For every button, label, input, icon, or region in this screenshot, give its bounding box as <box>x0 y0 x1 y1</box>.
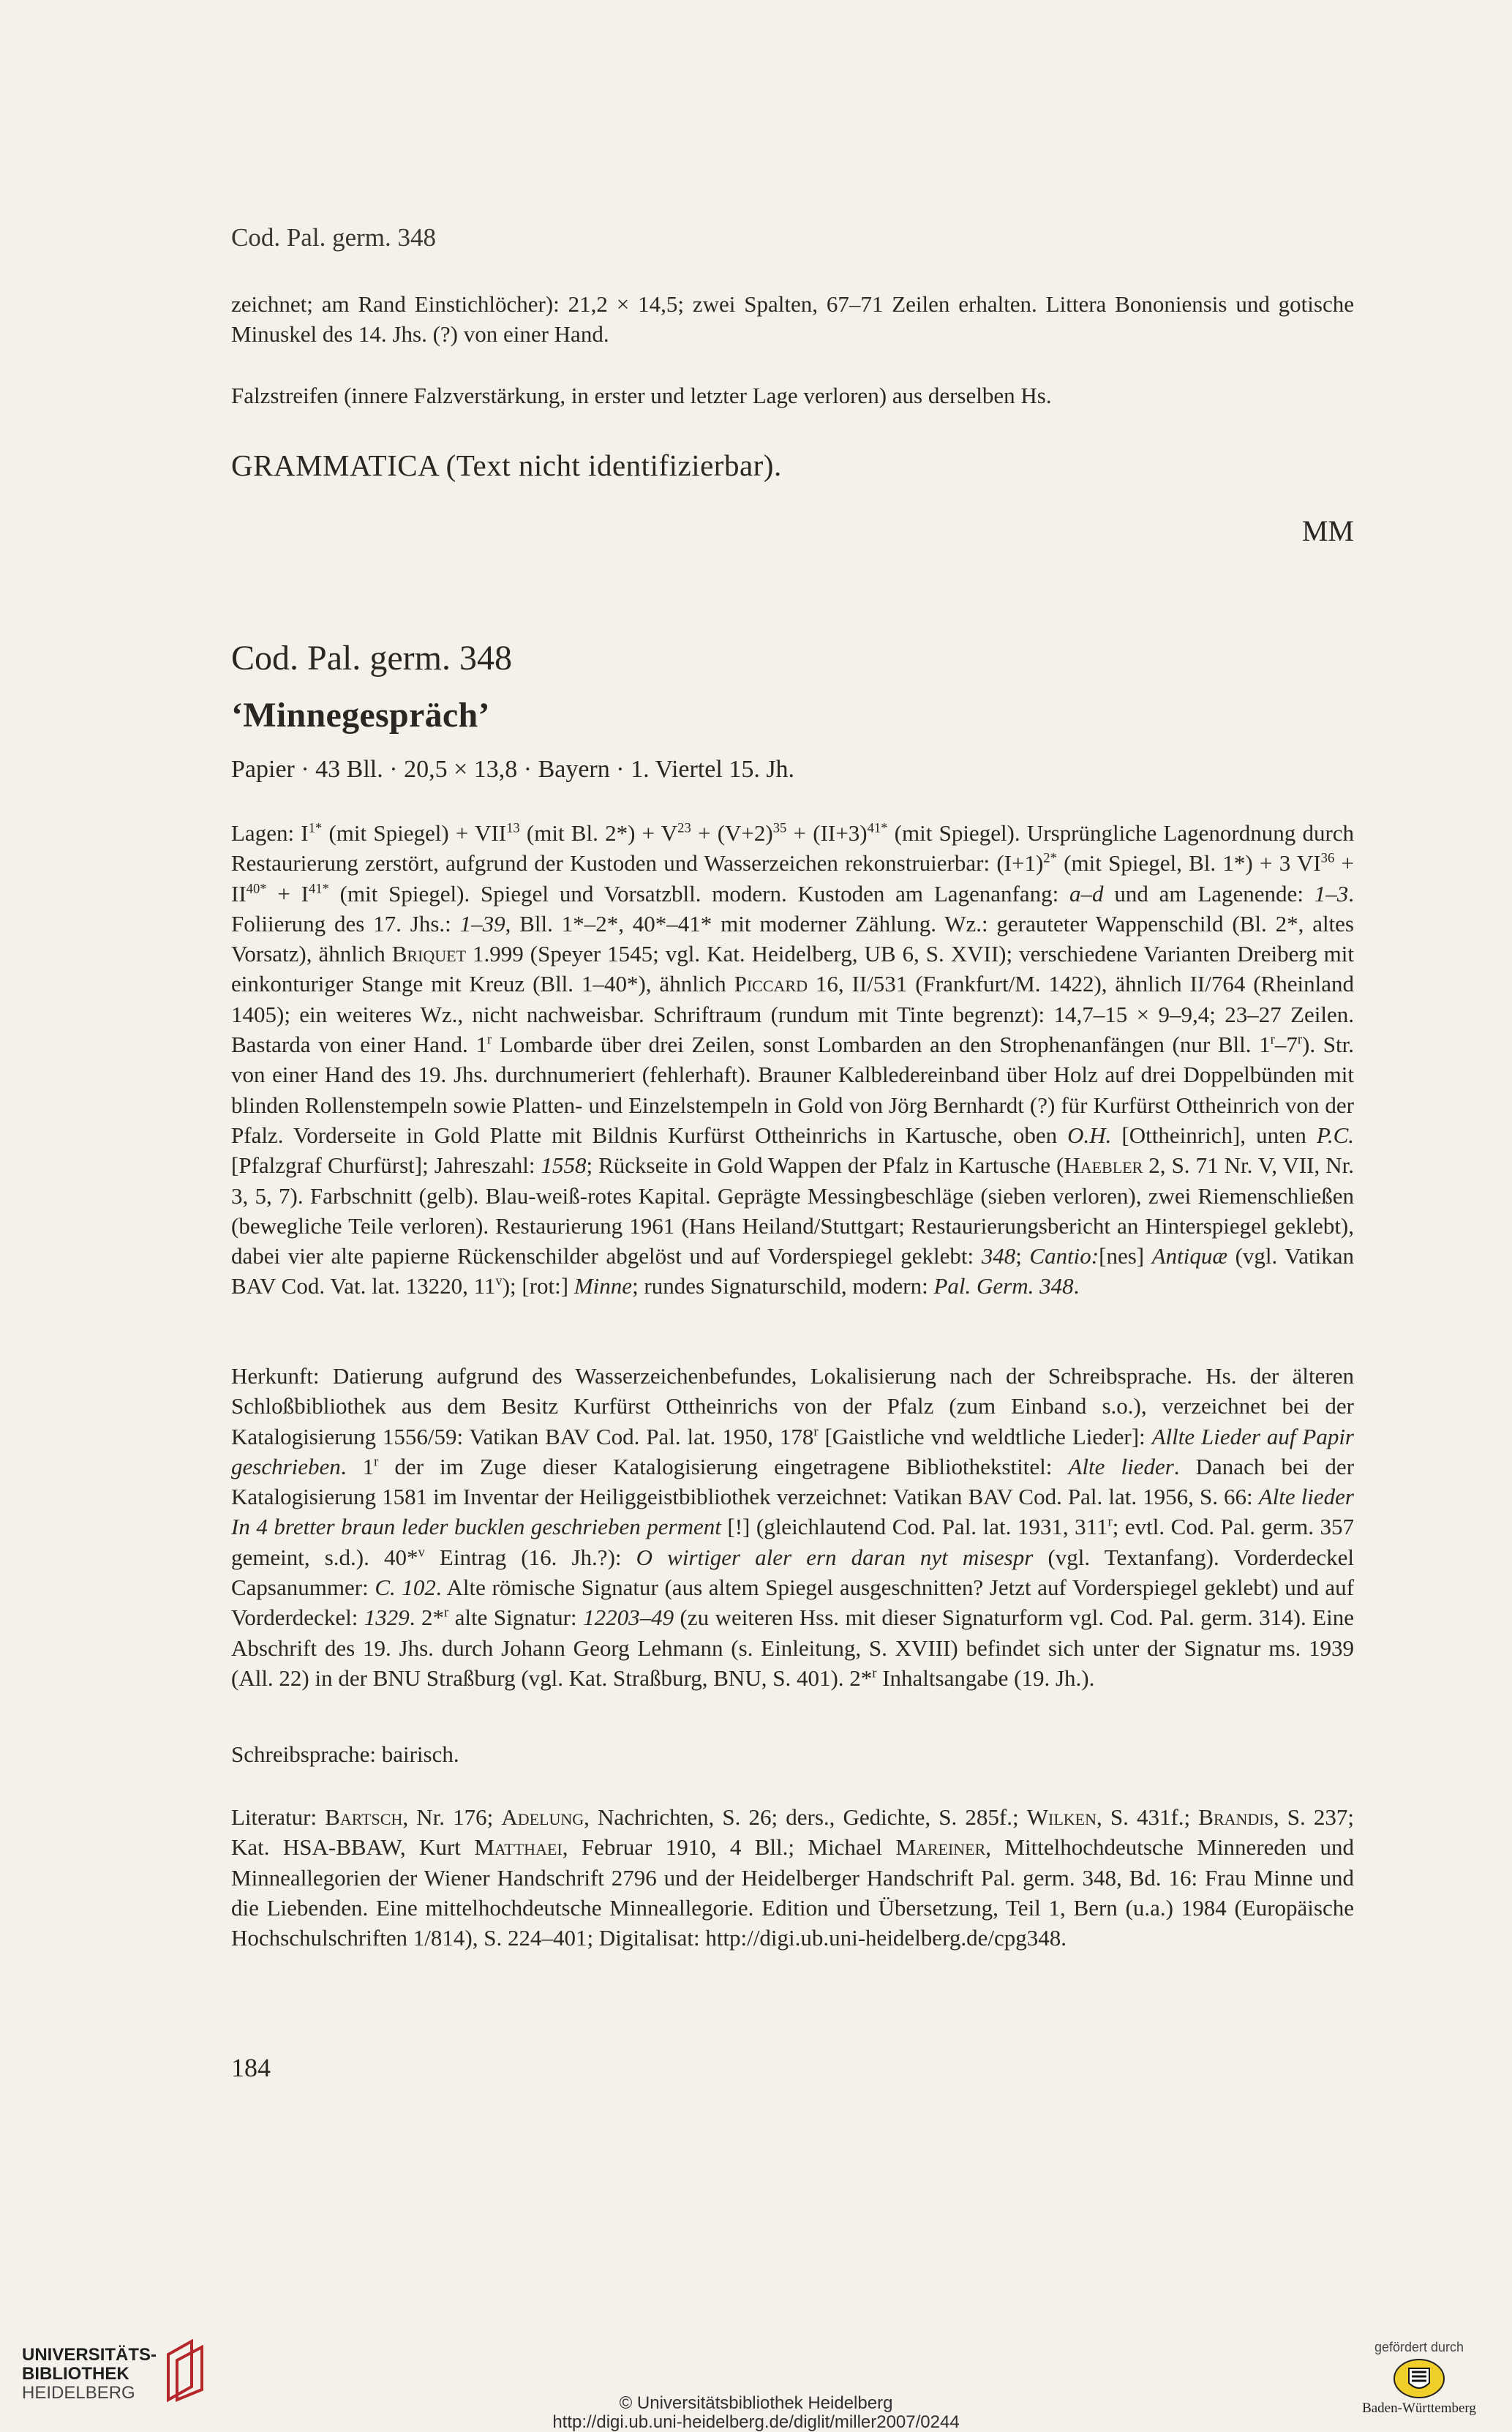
copyright-text: © Universitätsbibliothek Heidelberg <box>619 2393 893 2413</box>
footer <box>0 2297 1512 2432</box>
library-logo-icon <box>162 2338 208 2403</box>
funding-block <box>1357 2340 1481 2417</box>
funded-by-label: gefördert durch <box>1374 2340 1464 2354</box>
section-heading-grammatica: GRAMMATICA (Text nicht identifizierbar). <box>231 449 782 482</box>
lagen-section <box>231 818 1354 1302</box>
herkunft-section <box>231 1361 1354 1693</box>
prev-entry-text-2 <box>231 380 1354 410</box>
library-line-1: UNIVERSITÄTS- <box>22 2345 157 2365</box>
author-initials: MM <box>1301 514 1354 547</box>
schreibsprache-section <box>231 1739 1354 1769</box>
literatur-section <box>231 1802 1354 1953</box>
prev-entry-para-2: Falzstreifen (innere Falzverstärkung, in erster und letzter Lage verloren) aus derselben Hs. <box>231 383 1052 408</box>
prev-entry-text <box>231 289 1354 350</box>
literatur-paragraph: Literatur: Bartsch, Nr. 176; Adelung, Nachrichten, S. 26; ders., Gedichte, S. 285f.; Wilken, S. 431f.; Brandis, S. 237; Kat. HSA-BBAW, Kurt Matthaei, Februar 1910, 4 Bll.; Michael Mareiner, Mittelhochdeutsche Minnereden und Minneallegorien der Wiener Handschrift 2796 und der Heidelberger Handschrift Pal. germ. 348, Bd. 16: Frau Minne und die Liebenden. Eine mittelhochdeutsche Minneallegorie. Edition und Übersetzung, Teil 1, Bern (u.a.) 1984 (Europäische Hochschulschriften 1/814), S. 224–401; Digitalisat: http://digi.ub.uni-heidelberg.de/cpg348. <box>231 1804 1354 1951</box>
herkunft-paragraph: Herkunft: Datierung aufgrund des Wasserzeichenbefundes, Lokalisierung nach der Schreibsprache. Hs. der älteren Schloßbibliothek aus dem Besitz Kurfürst Ottheinrichs von der Pfalz (zum Einband s.o.), verzeichnet bei der Katalogisierung 1556/59: Vatikan BAV Cod. Pal. lat. 1950, 178$^r$ [Gaistliche vnd weldtliche Lieder]: Allte Lieder auf Papir geschrieben. 1$^r$ der im Zuge dieser Katalogisierung eingetragene Bibliothekstitel: Alte lieder. Danach bei der Katalogisierung 1581 im Inventar der Heiliggeistbibliothek verzeichnet: Vatikan BAV Cod. Pal. lat. 1956, S. 66: Alte lieder In 4 bretter braun leder bucklen geschrieben perment [!] (gleichlautend Cod. Pal. lat. 1931, 311$^r$; evtl. Cod. Pal. germ. 357 gemeint, s.d.). 40*$^v$ Eintrag (16. Jh.?): O wirtiger aler ern daran nyt misespr (vgl. Textanfang). Vorderdeckel Capsanummer: C. 102. Alte römische Signatur (aus altem Spiegel ausgeschnitten? Jetzt auf Vorderspiegel geklebt) und auf Vorderdeckel: 1329. 2*$^r$ alte Signatur: 12203–49 (zu weiteren Hss. mit dieser Signaturform vgl. Cod. Pal. germ. 314). Eine Abschrift des 19. Jhs. durch Johann Georg Lehmann (s. Einleitung, S. XVIII) befindet sich unter der Signatur ms. 1939 (All. 22) in der BNU Straßburg (vgl. Kat. Straßburg, BNU, S. 401). 2*$^r$ Inhaltsangabe (19. Jh.). <box>231 1363 1355 1691</box>
entry-title: ‘Minnegespräch’ <box>231 696 490 735</box>
footer-credits <box>0 2394 1512 2432</box>
permalink[interactable]: http://digi.ub.uni-heidelberg.de/diglit/miller2007/0244 <box>552 2412 960 2432</box>
entry-summary: Papier · 43 Bll. · 20,5 × 13,8 · Bayern · 1. Viertel 15. Jh. <box>231 756 795 783</box>
lagen-paragraph: Lagen: $I^{1*}$ (mit Spiegel) + $VII^{13}$ (mit Bl. $2*) + V^{23} + (V+2)^{35} + (II+3)^{41*}$ (mit Spiegel). Ursprüngliche Lagenordnung durch Restaurierung zerstört, aufgrund der Kustoden und Wasserzeichen rekonstruierbar: $(I+1)^{2*}$ (mit Spiegel, Bl. 1*) + 3 $VI^{36} + II^{40*} + I^{41*}$ (mit Spiegel). Spiegel und Vorsatzbll. modern. Kustoden am Lagenanfang: a–d und am Lagenende: 1–3. Foliierung des 17. Jhs.: 1–39, Bll. 1*–2*, 40*–41* mit moderner Zählung. Wz.: gerauteter Wappenschild (Bl. 2*, altes Vorsatz), ähnlich Briquet 1.999 (Speyer 1545; vgl. Kat. Heidelberg, UB 6, S. XVII); verschiedene Varianten Dreiberg mit einkonturiger Stange mit Kreuz (Bll. 1–40*), ähnlich Piccard 16, II/531 (Frankfurt/M. 1422), ähnlich II/764 (Rheinland 1405); ein weiteres Wz., nicht nachweisbar. Schriftraum (rundum mit Tinte begrenzt): 14,7–15 × 9–9,4; 23–27 Zeilen. Bastarda von einer Hand. 1$^r$ Lombarde über drei Zeilen, sonst Lombarden an den Strophenanfängen (nur Bll. 1$^r$–7$^r$). Str. von einer Hand des 19. Jhs. durchnumeriert (fehlerhaft). Brauner Kalbledereinband über Holz auf drei Doppelbünden mit blinden Rollenstempeln sowie Platten- und Einzelstempeln in Gold von Jörg Bernhardt (?) für Kurfürst Ottheinrich von der Pfalz. Vorderseite in Gold Platte mit Bildnis Kurfürst Ottheinrichs in Kartusche, oben O.H. [Ottheinrich], unten P.C. [Pfalzgraf Churfürst]; Jahreszahl: 1558; Rückseite in Gold Wappen der Pfalz in Kartusche (Haebler 2, S. 71 Nr. V, VII, Nr. 3, 5, 7). Farbschnitt (gelb). Blau-weiß-rotes Kapital. Geprägte Messingbeschläge (sieben verloren), zwei Riemenschließen (bewegliche Teile verloren). Restaurierung 1961 (Hans Heiland/Stuttgart; Restaurierungsbericht an Hinterspiegel geklebt), dabei vier alte papierne Rückenschilder abgelöst und auf Vorderspiegel geklebt: 348; Cantio:[nes] Antiquæ (vgl. Vatikan BAV Cod. Vat. lat. 13220, 11$^v$); [rot:] Minne; rundes Signaturschild, modern: Pal. Germ. 348. <box>231 820 1355 1299</box>
funder-name: Baden-Württemberg <box>1362 2401 1476 2416</box>
schreibsprache-paragraph: Schreibsprache: bairisch. <box>231 1741 459 1767</box>
running-head: Cod. Pal. germ. 348 <box>231 223 436 252</box>
page-number: 184 <box>231 2053 271 2082</box>
library-line-3: HEIDELBERG <box>22 2383 135 2403</box>
baden-wuerttemberg-crest-icon <box>1393 2358 1445 2399</box>
prev-entry-para-1: zeichnet; am Rand Einstichlöcher): 21,2 × 14,5; zwei Spalten, 67–71 Zeilen erhalten. Littera Bononiensis und gotische Minuskel des 14. Jhs. (?) von einer Hand. <box>231 291 1354 348</box>
entry-shelfmark: Cod. Pal. germ. 348 <box>231 639 512 678</box>
library-line-2: BIBLIOTHEK <box>22 2364 129 2384</box>
